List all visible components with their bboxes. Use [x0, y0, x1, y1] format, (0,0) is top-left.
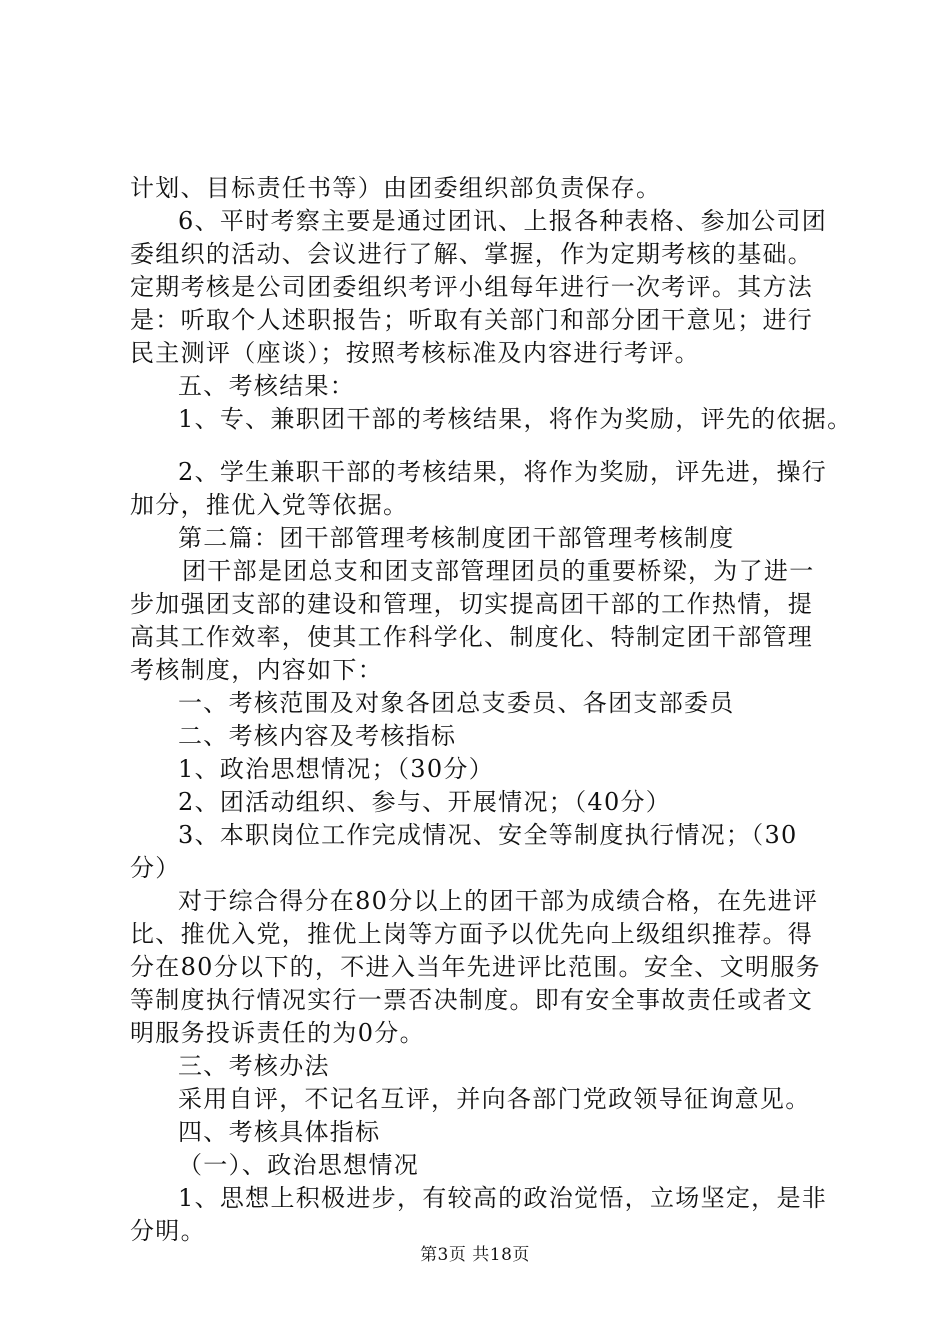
text-line: 高其工作效率，使其工作科学化、制度化、特制定团干部管理 — [130, 623, 814, 651]
text-line: 团干部是团总支和团支部管理团员的重要桥梁，为了进一 — [182, 557, 815, 585]
text-line: 采用自评，不记名互评，并向各部门党政领导征询意见。 — [178, 1085, 811, 1113]
page-number-footer: 第3页 共18页 — [420, 1245, 530, 1265]
chapter-heading: 第二篇：团干部管理考核制度团干部管理考核制度 — [178, 524, 735, 552]
text-line: 1、思想上积极进步，有较高的政治觉悟，立场坚定，是非 — [178, 1184, 828, 1212]
text-line: 明服务投诉责任的为0分。 — [130, 1019, 425, 1047]
section-heading: 三、考核办法 — [178, 1052, 330, 1080]
text-line: 分） — [130, 854, 181, 882]
text-line: 2、学生兼职干部的考核结果，将作为奖励，评先进，操行 — [178, 458, 828, 486]
text-line: 委组织的活动、会议进行了解、掌握，作为定期考核的基础。 — [130, 240, 814, 268]
section-heading: 二、考核内容及考核指标 — [178, 722, 457, 750]
text-line: 2、团活动组织、参与、开展情况；（40分） — [178, 788, 672, 816]
text-line: 分在80分以下的，不进入当年先进评比范围。安全、文明服务 — [130, 953, 821, 981]
text-line: 对于综合得分在80分以上的团干部为成绩合格，在先进评 — [178, 887, 819, 915]
text-line: 1、政治思想情况；（30分） — [178, 755, 495, 783]
text-line: 是：听取个人述职报告；听取有关部门和部分团干意见；进行 — [130, 306, 814, 334]
text-line: 分明。 — [130, 1217, 206, 1245]
text-line: 定期考核是公司团委组织考评小组每年进行一次考评。其方法 — [130, 273, 814, 301]
text-line: 6、平时考察主要是通过团讯、上报各种表格、参加公司团 — [178, 207, 828, 235]
text-line: 民主测评（座谈）；按照考核标准及内容进行考评。 — [130, 339, 700, 367]
section-heading: 五、考核结果： — [178, 372, 356, 400]
text-line: 1、专、兼职团干部的考核结果，将作为奖励，评先的依据。 — [178, 405, 853, 433]
text-line: 考核制度，内容如下： — [130, 656, 383, 684]
text-line: 加分，推优入党等依据。 — [130, 491, 409, 519]
text-line: 比、推优入党，推优上岗等方面予以优先向上级组织推荐。得 — [130, 920, 814, 948]
section-heading: 四、考核具体指标 — [178, 1118, 381, 1146]
text-line: 3、本职岗位工作完成情况、安全等制度执行情况；（30 — [178, 821, 798, 849]
subsection-heading: （一）、政治思想情况 — [178, 1151, 419, 1179]
text-line: 等制度执行情况实行一票否决制度。即有安全事故责任或者文 — [130, 986, 814, 1014]
text-line: 计划、目标责任书等）由团委组织部负责保存。 — [130, 174, 662, 202]
section-heading: 一、考核范围及对象各团总支委员、各团支部委员 — [178, 689, 735, 717]
text-line: 步加强团支部的建设和管理，切实提高团干部的工作热情，提 — [130, 590, 814, 618]
